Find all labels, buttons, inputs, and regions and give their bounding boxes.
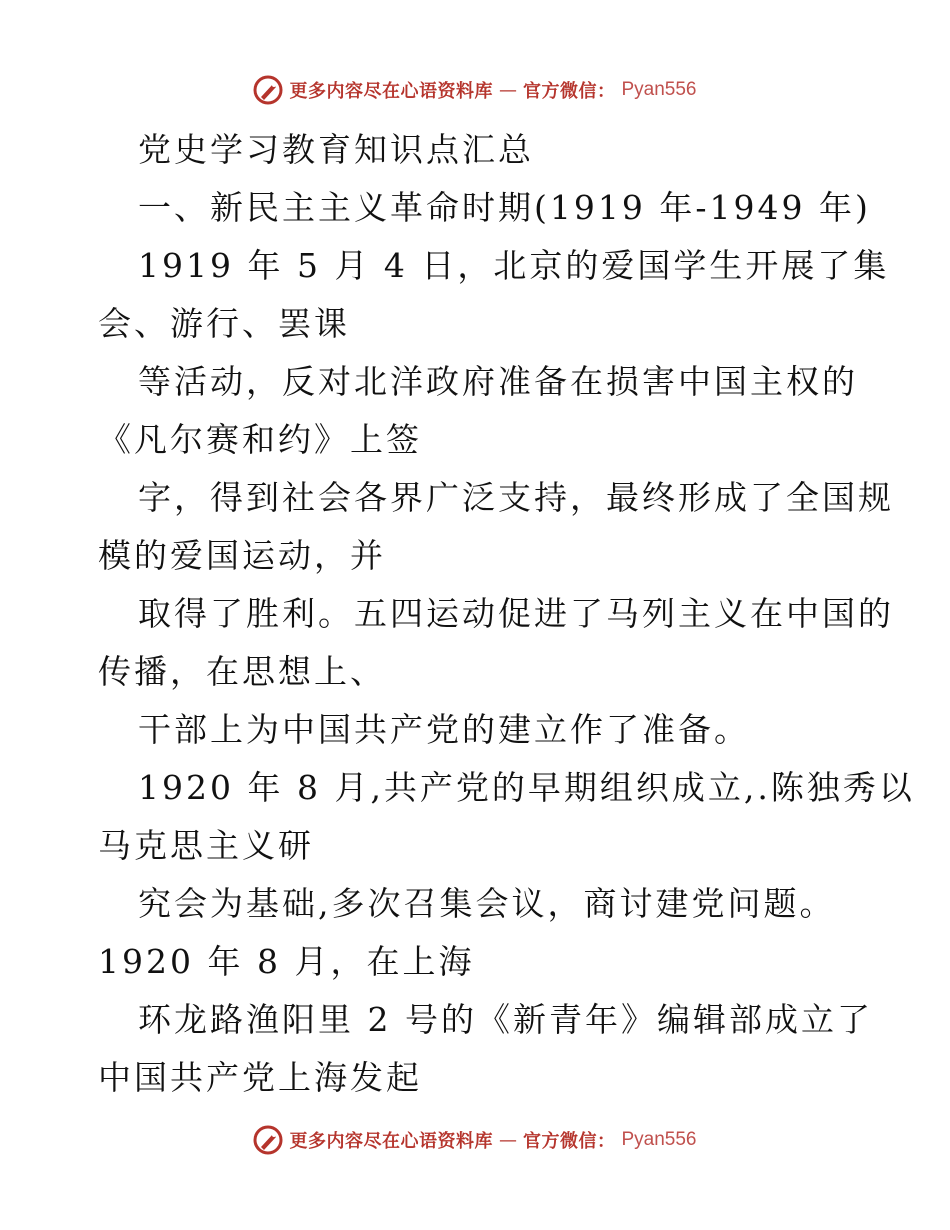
paragraph-line: 1920 年 8 月,共产党的早期组织成立,.陈独秀以 bbox=[138, 768, 915, 807]
paragraph-line: 环龙路渔阳里 2 号的《新青年》编辑部成立了 bbox=[138, 1000, 873, 1039]
section-heading: 一、新民主主义革命时期(1919 年-1949 年) bbox=[138, 188, 871, 227]
document-title: 党史学习教育知识点汇总 bbox=[138, 130, 534, 169]
paragraph-line: 马克思主义研 bbox=[98, 826, 314, 865]
banner-separator: — bbox=[498, 1129, 517, 1151]
banner-text: 更多内容尽在心语资料库 bbox=[289, 81, 493, 102]
paragraph-line: 等活动，反对北洋政府准备在损害中国主权的 bbox=[138, 362, 858, 401]
paragraph-line: 《凡尔赛和约》上签 bbox=[98, 420, 422, 459]
pen-logo-icon bbox=[253, 1125, 283, 1155]
banner-wechat-id: Pyan556 bbox=[621, 1129, 697, 1150]
paragraph-line: 字，得到社会各界广泛支持，最终形成了全国规 bbox=[138, 478, 894, 517]
banner-wechat-id: Pyan556 bbox=[621, 79, 697, 100]
footer-banner bbox=[0, 1120, 950, 1160]
paragraph-line: 1920 年 8 月，在上海 bbox=[98, 942, 475, 981]
paragraph-line: 模的爱国运动，并 bbox=[98, 536, 386, 575]
banner-suffix: 官方微信： bbox=[522, 1131, 616, 1152]
paragraph-line: 1919 年 5 月 4 日，北京的爱国学生开展了集 bbox=[138, 246, 890, 285]
paragraph-line: 传播，在思想上、 bbox=[98, 652, 386, 691]
header-banner bbox=[0, 70, 950, 110]
paragraph-line: 会、游行、罢课 bbox=[98, 304, 350, 343]
banner-separator: — bbox=[498, 79, 517, 101]
banner-text: 更多内容尽在心语资料库 bbox=[289, 1131, 493, 1152]
paragraph-line: 究会为基础,多次召集会议，商讨建党问题。 bbox=[138, 884, 836, 923]
paragraph-line: 取得了胜利。五四运动促进了马列主义在中国的 bbox=[138, 594, 894, 633]
banner-suffix: 官方微信： bbox=[522, 81, 616, 102]
paragraph-line: 干部上为中国共产党的建立作了准备。 bbox=[138, 710, 750, 749]
paragraph-line: 中国共产党上海发起 bbox=[98, 1058, 422, 1097]
pen-logo-icon bbox=[253, 75, 283, 105]
